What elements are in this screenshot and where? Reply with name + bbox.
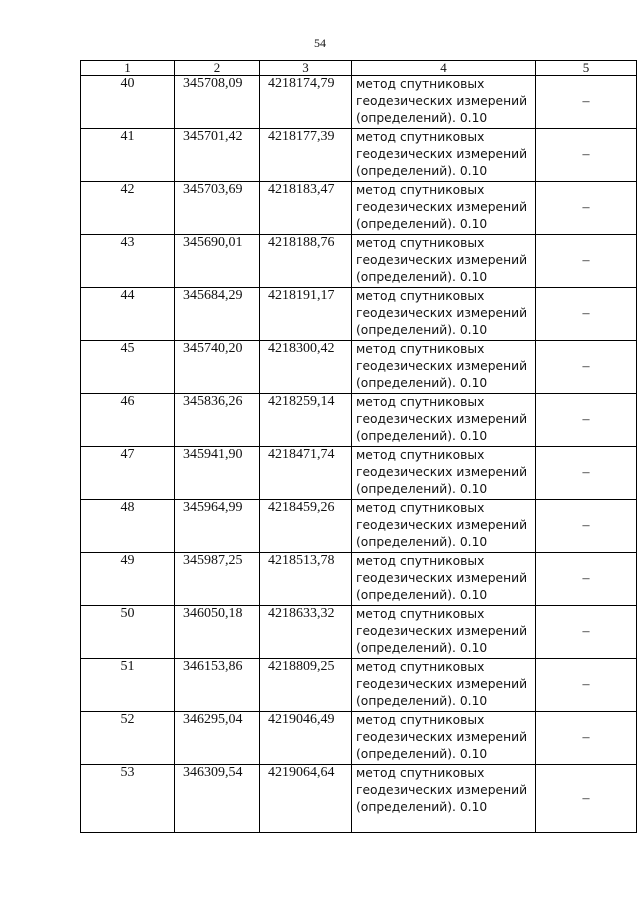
y-coordinate-cell-text: 4218471,74 [268,447,335,462]
point-number-cell-text: 41 [120,129,135,144]
table-row [81,288,637,341]
method-cell: метод спутниковых геодезических измерений (определений). 0.10 [352,341,536,394]
x-coordinate-cell-text: 346050,18 [183,606,243,621]
point-number-cell [81,76,175,129]
y-coordinate-cell [260,394,352,447]
table-row [81,447,637,500]
y-coordinate-cell [260,129,352,182]
y-coordinate-cell-text: 4218183,47 [268,182,335,197]
point-number-cell-text: 44 [120,288,135,303]
y-coordinate-cell [260,765,352,833]
y-coordinate-cell [260,712,352,765]
note-cell: – [536,394,637,447]
x-coordinate-cell [175,76,260,129]
point-number-cell-text: 40 [120,76,135,91]
point-number-cell [81,712,175,765]
y-coordinate-cell-text: 4218188,76 [268,235,335,250]
x-coordinate-cell-text: 345701,42 [183,129,243,144]
y-coordinate-cell-text: 4218259,14 [268,394,335,409]
y-coordinate-cell [260,447,352,500]
point-number-cell-text: 50 [120,606,135,621]
x-coordinate-cell-text: 345987,25 [183,553,243,568]
note-cell: – [536,129,637,182]
y-coordinate-cell-text: 4218513,78 [268,553,335,568]
point-number-cell-text: 51 [120,659,135,674]
column-header-3: 3 [260,61,352,76]
y-coordinate-cell [260,288,352,341]
x-coordinate-cell [175,288,260,341]
y-coordinate-cell-text: 4218633,32 [268,606,335,621]
point-number-cell [81,606,175,659]
point-number-cell [81,447,175,500]
point-number-cell-text: 45 [120,341,135,356]
note-cell: – [536,553,637,606]
table-row [81,712,637,765]
point-number-cell-text: 49 [120,553,135,568]
table-row [81,341,637,394]
x-coordinate-cell-text: 345740,20 [183,341,243,356]
x-coordinate-cell [175,394,260,447]
x-coordinate-cell [175,447,260,500]
column-header-5: 5 [536,61,637,76]
x-coordinate-cell [175,659,260,712]
note-cell: – [536,341,637,394]
table-row [81,765,637,833]
x-coordinate-cell-text: 345690,01 [183,235,243,250]
point-number-cell [81,394,175,447]
method-cell: метод спутниковых геодезических измерений (определений). 0.10 [352,76,536,129]
x-coordinate-cell [175,235,260,288]
note-cell: – [536,76,637,129]
method-cell: метод спутниковых геодезических измерений (определений). 0.10 [352,288,536,341]
x-coordinate-cell [175,712,260,765]
method-cell: метод спутниковых геодезических измерений (определений). 0.10 [352,659,536,712]
point-number-cell-text: 53 [120,765,135,780]
method-cell: метод спутниковых геодезических измерений (определений). 0.10 [352,447,536,500]
y-coordinate-cell-text: 4219064,64 [268,765,335,780]
point-number-cell-text: 48 [120,500,135,515]
y-coordinate-cell-text: 4218191,17 [268,288,335,303]
x-coordinate-cell-text: 345941,90 [183,447,243,462]
point-number-cell [81,765,175,833]
y-coordinate-cell-text: 4219046,49 [268,712,335,727]
x-coordinate-cell-text: 346309,54 [183,765,243,780]
table-header-row [81,61,637,76]
x-coordinate-cell [175,606,260,659]
note-cell: – [536,288,637,341]
table-row [81,394,637,447]
column-header-2: 2 [175,61,260,76]
point-number-cell-text: 52 [120,712,135,727]
y-coordinate-cell-text: 4218177,39 [268,129,335,144]
point-number-cell [81,553,175,606]
table-row [81,182,637,235]
method-cell: метод спутниковых геодезических измерений (определений). 0.10 [352,500,536,553]
point-number-cell-text: 47 [120,447,135,462]
point-number-cell [81,129,175,182]
x-coordinate-cell [175,341,260,394]
x-coordinate-cell [175,765,260,833]
table-row [81,606,637,659]
method-cell: метод спутниковых геодезических измерений (определений). 0.10 [352,235,536,288]
point-number-cell [81,341,175,394]
note-cell: – [536,500,637,553]
y-coordinate-cell-text: 4218300,42 [268,341,335,356]
note-cell: – [536,659,637,712]
table-row [81,76,637,129]
method-cell: метод спутниковых геодезических измерений (определений). 0.10 [352,712,536,765]
table-row [81,129,637,182]
table-row [81,659,637,712]
note-cell: – [536,447,637,500]
method-cell: метод спутниковых геодезических измерений (определений). 0.10 [352,394,536,447]
x-coordinate-cell-text: 345708,09 [183,76,243,91]
x-coordinate-cell [175,553,260,606]
coordinates-table [80,60,637,833]
table-row [81,500,637,553]
method-cell: метод спутниковых геодезических измерений (определений). 0.10 [352,606,536,659]
method-cell: метод спутниковых геодезических измерений (определений). 0.10 [352,765,536,833]
note-cell: – [536,235,637,288]
x-coordinate-cell-text: 346153,86 [183,659,243,674]
x-coordinate-cell-text: 345703,69 [183,182,243,197]
method-cell: метод спутниковых геодезических измерений (определений). 0.10 [352,553,536,606]
y-coordinate-cell [260,659,352,712]
point-number-cell [81,182,175,235]
x-coordinate-cell [175,182,260,235]
point-number-cell [81,500,175,553]
y-coordinate-cell-text: 4218174,79 [268,76,335,91]
point-number-cell [81,235,175,288]
y-coordinate-cell [260,76,352,129]
y-coordinate-cell-text: 4218459,26 [268,500,335,515]
note-cell: – [536,765,637,833]
note-cell: – [536,712,637,765]
x-coordinate-cell [175,500,260,553]
x-coordinate-cell-text: 346295,04 [183,712,243,727]
y-coordinate-cell [260,553,352,606]
y-coordinate-cell [260,500,352,553]
column-header-1: 1 [81,61,175,76]
point-number-cell-text: 42 [120,182,135,197]
method-cell: метод спутниковых геодезических измерений (определений). 0.10 [352,129,536,182]
y-coordinate-cell [260,341,352,394]
x-coordinate-cell-text: 345684,29 [183,288,243,303]
table-row [81,553,637,606]
column-header-4: 4 [352,61,536,76]
point-number-cell-text: 46 [120,394,135,409]
point-number-cell [81,659,175,712]
y-coordinate-cell-text: 4218809,25 [268,659,335,674]
y-coordinate-cell [260,606,352,659]
page-number: 54 [314,36,326,50]
table-row [81,235,637,288]
point-number-cell-text: 43 [120,235,135,250]
note-cell: – [536,606,637,659]
y-coordinate-cell [260,235,352,288]
note-cell: – [536,182,637,235]
x-coordinate-cell-text: 345964,99 [183,500,243,515]
method-cell: метод спутниковых геодезических измерений (определений). 0.10 [352,182,536,235]
point-number-cell [81,288,175,341]
y-coordinate-cell [260,182,352,235]
x-coordinate-cell-text: 345836,26 [183,394,243,409]
x-coordinate-cell [175,129,260,182]
